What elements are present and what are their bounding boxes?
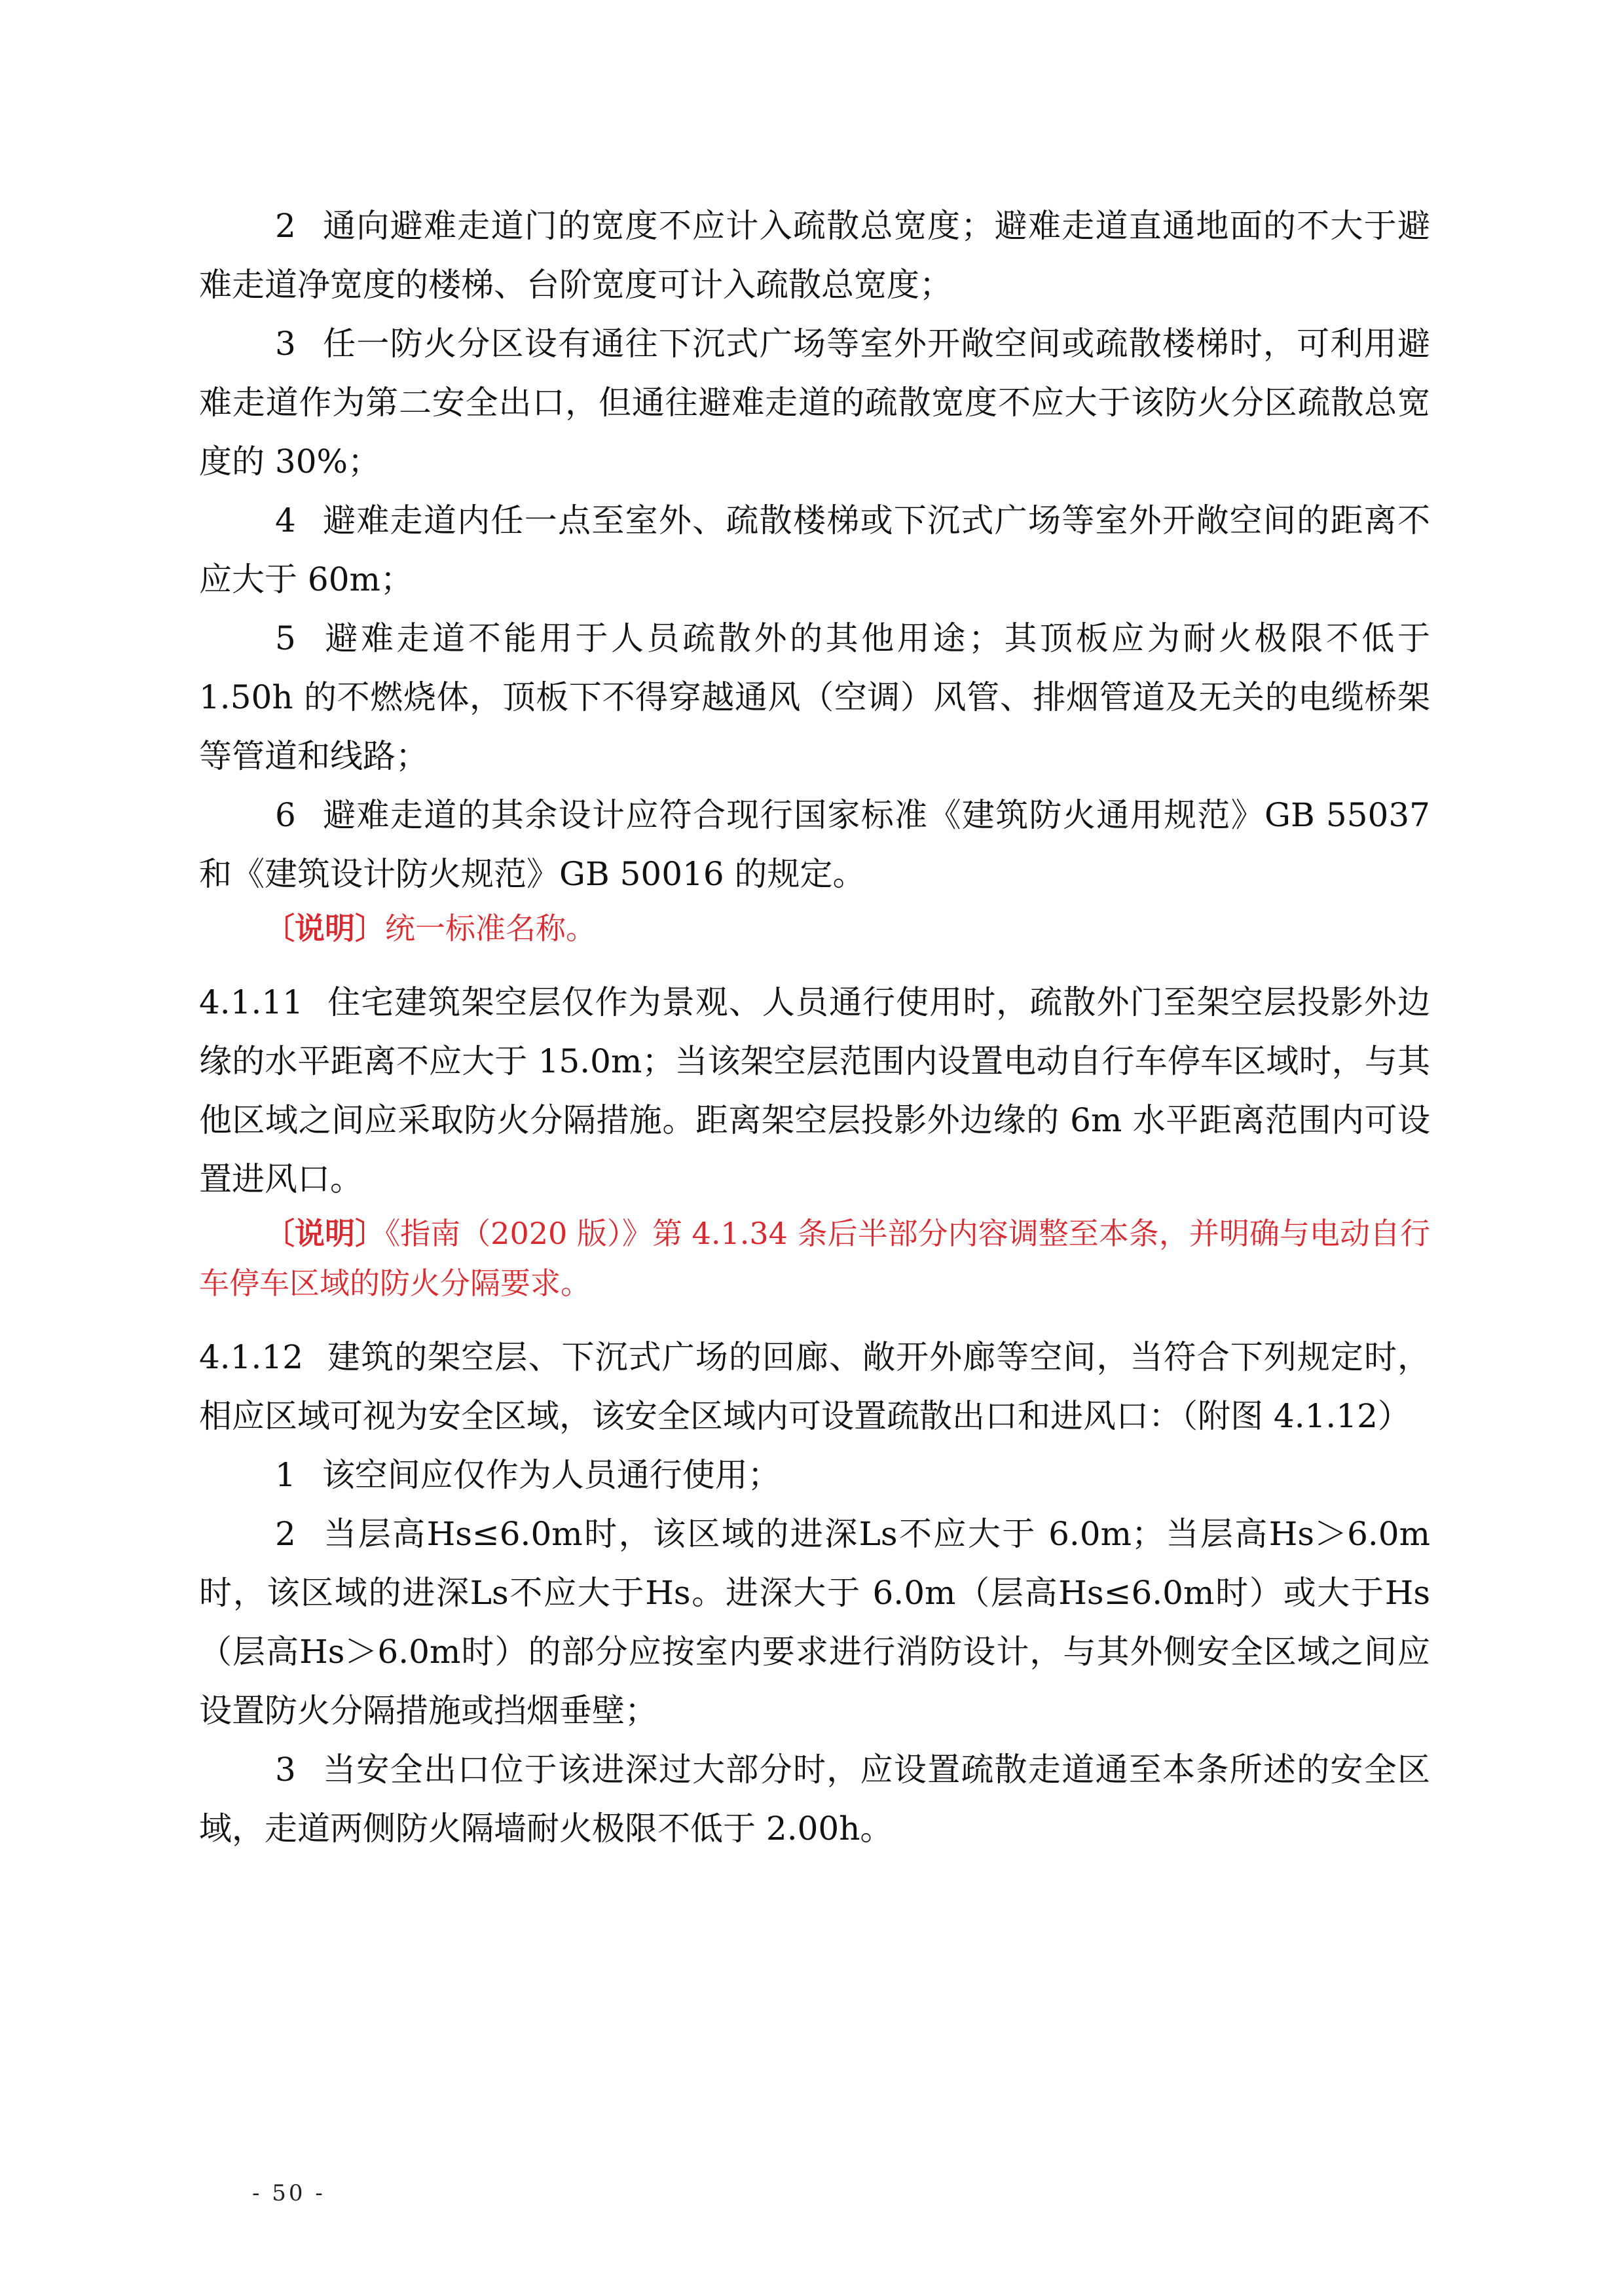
item-text: 避难走道内任一点至室外、疏散楼梯或下沉式广场等室外开敞空间的距离不应大于 60m； [199,501,1430,598]
clause-number: 4.1.11 [199,983,304,1021]
note-text: 《指南（2020 版）》第 4.1.34 条后半部分内容调整至本条，并明确与电动自行车停车区域的防火分隔要求。 [199,1216,1431,1301]
item-number: 2 [275,207,296,245]
note-text: 统一标准名称。 [385,911,596,946]
item-number: 1 [275,1456,296,1494]
clause-text: 建筑的架空层、下沉式广场的回廊、敞开外廊等空间，当符合下列规定时，相应区域可视为安全区域，该安全区域内可设置疏散出口和进风口：（附图 4.1.12） [199,1338,1430,1435]
list-item [199,1740,1430,1858]
list-item [199,1504,1430,1740]
clause-text: 住宅建筑架空层仅作为景观、人员通行使用时，疏散外门至架空层投影外边缘的水平距离不应大于 15.0m；当该架空层范围内设置电动自行车停车区域时，与其他区域之间应采取防火分隔措施。距离架空层投影外边缘的 6m 水平距离范围内可设置进风口。 [199,983,1430,1198]
list-item [199,491,1430,609]
explanation-note [199,903,1430,953]
list-item [199,196,1430,314]
spacer [199,1308,1430,1328]
item-text: 当层高Hs≤6.0m时，该区域的进深Ls不应大于 6.0m；当层高Hs＞6.0m时，该区域的进深Ls不应大于Hs。进深大于 6.0m（层高Hs≤6.0m时）或大于Hs（层高Hs＞6.0m时）的部分应按室内要求进行消防设计，与其外侧安全区域之间应设置防火分隔措施或挡烟垂壁； [199,1515,1430,1730]
item-number: 4 [275,501,296,539]
clause-number: 4.1.12 [199,1338,304,1376]
item-text: 任一防火分区设有通往下沉式广场等室外开敞空间或疏散楼梯时，可利用避难走道作为第二安全出口，但通往避难走道的疏散宽度不应大于该防火分区疏散总宽度的 30%； [199,325,1430,481]
item-number: 3 [275,1751,296,1789]
list-item [199,1446,1430,1504]
item-text: 避难走道的其余设计应符合现行国家标准《建筑防火通用规范》GB 55037 和《建筑设计防火规范》GB 50016 的规定。 [199,796,1430,893]
list-item [199,786,1430,903]
clause-paragraph [199,1328,1430,1446]
item-number: 3 [275,325,296,363]
item-text: 当安全出口位于该进深过大部分时，应设置疏散走道通至本条所述的安全区域，走道两侧防火隔墙耐火极限不低于 2.00h。 [199,1751,1430,1848]
list-item [199,609,1430,786]
note-tag: 〔说明〕 [265,911,385,946]
list-item [199,314,1430,491]
item-text: 避难走道不能用于人员疏散外的其他用途；其顶板应为耐火极限不低于 1.50h 的不燃烧体，顶板下不得穿越通风（空调）风管、排烟管道及无关的电缆桥架等管道和线路； [199,619,1430,775]
item-text: 通向避难走道门的宽度不应计入疏散总宽度；避难走道直通地面的不大于避难走道净宽度的楼梯、台阶宽度可计入疏散总宽度； [199,207,1430,304]
item-number: 5 [275,619,296,657]
note-tag: 〔说明〕 [265,1216,386,1251]
item-number: 6 [275,796,296,834]
clause-paragraph [199,973,1430,1209]
item-text: 该空间应仅作为人员通行使用； [322,1456,781,1494]
spacer [199,953,1430,973]
document-body [199,196,1430,1858]
item-number: 2 [275,1515,296,1553]
page-number: - 50 - [252,2180,325,2206]
explanation-note [199,1209,1430,1308]
